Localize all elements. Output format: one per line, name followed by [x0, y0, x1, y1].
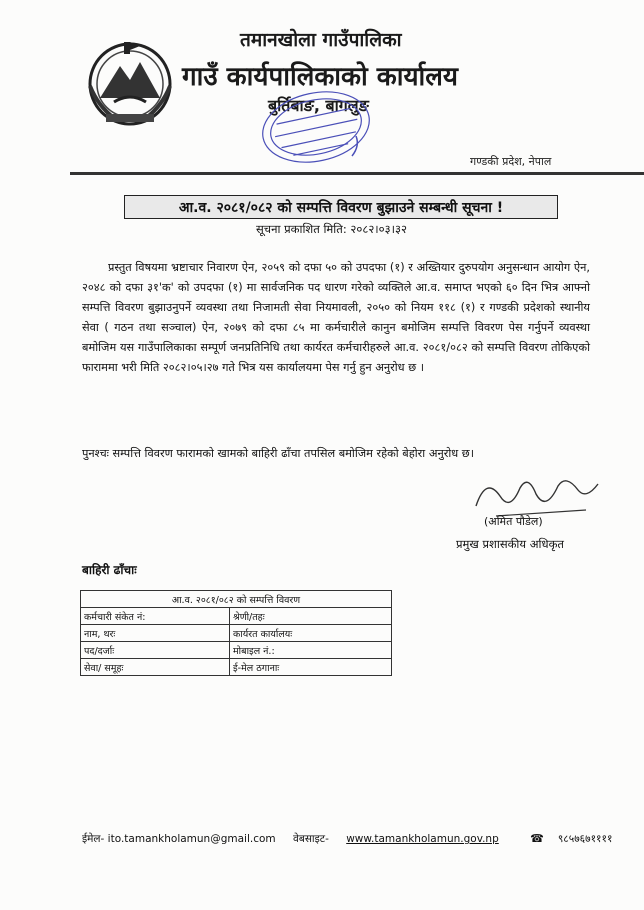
publish-date: सूचना प्रकाशित मिति: २०८२।०३।३२: [256, 222, 407, 236]
outer-format-label: बाहिरी ढाँचाः: [82, 563, 137, 577]
footer-email[interactable]: ईमेल- ito.tamankholamun@gmail.com: [82, 833, 276, 845]
table-cell: पद/दर्जाः: [81, 642, 230, 659]
nepal-emblem-icon: [84, 36, 176, 128]
table-heading: आ.व. २०८१/०८२ को सम्पत्ति विवरण: [81, 591, 392, 608]
table-row: [81, 642, 392, 659]
municipality-name: तमानखोला गाउँपालिका: [240, 29, 402, 51]
table-cell: नाम, थरः: [81, 625, 230, 642]
notice-body: [82, 258, 590, 378]
table-row: [81, 625, 392, 642]
table-cell: कार्यरत कार्यालयः: [230, 625, 392, 642]
envelope-format-table: [80, 590, 392, 676]
office-name: गाउँ कार्यपालिकाको कार्यालय: [182, 62, 458, 92]
body-paragraph: प्रस्तुत विषयमा भ्रष्टाचार निवारण ऐन, २०५९ को दफा ५० को उपदफा (१) र अख्तियार दुरुपयोग अनुसन्धान आयोग ऐन, २०४८ को दफा ३१'क' को उपदफा (१) मा सार्वजनिक पद धारण गरेको व्यक्तिले आ.व. समाप्त भएको ६० दिन भित्र आफ्नो सम्पत्ति विवरण बुझाउनुपर्ने व्यवस्था तथा निजामती सेवा नियमावली, २०५० को नियम ११८ (१) र गण्डकी प्रदेशको स्थानीय सेवा ( गठन तथा सञ्चाल) ऐन, २०७९ को दफा ८५ मा कर्मचारीले कानुन बमोजिम सम्पत्ति विवरण पेस गर्नुपर्ने व्यवस्था बमोजिम यस गाउँपालिकाका सम्पूर्ण जनप्रतिनिधि तथा कार्यरत कर्मचारीहरुले आ.व. २०८१/०८२ को सम्पत्ति विवरण तोकिएको फाराममा भरी मिति २०८२।०५।२७ गते भित्र यस कार्यालयमा पेस गर्नु हुन अनुरोध छ ।: [82, 261, 590, 374]
province-label: गण्डकी प्रदेश, नेपाल: [470, 155, 552, 168]
table-row: [81, 659, 392, 676]
office-stamp-icon: [256, 86, 376, 168]
header-divider: [70, 172, 644, 175]
table-cell: कर्मचारी संकेत नं:: [81, 608, 230, 625]
table-cell: मोबाइल नं.:: [230, 642, 392, 659]
table-cell: ई-मेल ठगानाः: [230, 659, 392, 676]
signatory-title: प्रमुख प्रशासकीय अधिकृत: [456, 537, 564, 551]
footer-website-link[interactable]: www.tamankholamun.gov.np: [346, 833, 499, 845]
table-cell: सेवा/ समूहः: [81, 659, 230, 676]
office-address: बुर्तिबाङ, बागलुङ: [268, 96, 369, 115]
table-row: [81, 608, 392, 625]
footer-contact: [82, 832, 640, 846]
notice-title-box: [124, 195, 558, 219]
phone-icon: ☎: [530, 832, 544, 845]
postscript: पुनश्चः सम्पत्ति विवरण फारामको खामको बाहिरी ढाँचा तपसिल बमोजिम रहेको बेहोरा अनुरोध छ।: [82, 447, 475, 460]
footer-phone: ९८५७६७११११: [557, 833, 613, 845]
footer-website-label: वेबसाइट-: [292, 833, 329, 845]
notice-title: आ.व. २०८१/०८२ को सम्पत्ति विवरण बुझाउने सम्बन्धी सूचना !: [178, 199, 504, 216]
signatory-name: (अमित पौडेल): [484, 515, 543, 528]
table-cell: श्रेणी/तहः: [230, 608, 392, 625]
